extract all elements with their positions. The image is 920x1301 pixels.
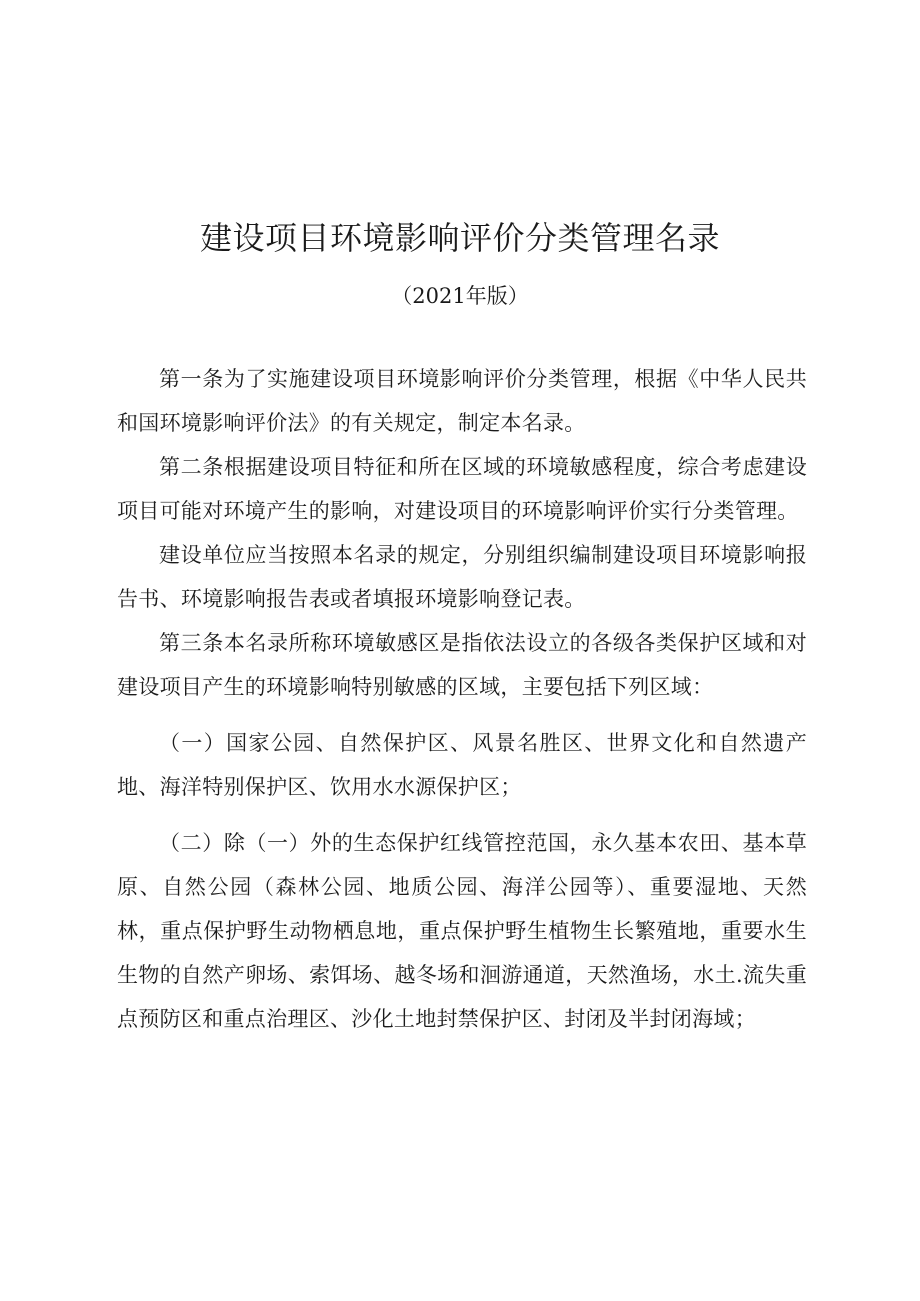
document-body [117, 357, 807, 1041]
paragraph-article-2: 第二条根据建设项目特征和所在区域的环境敏感程度，综合考虑建设项目可能对环境产生的影响，对建设项目的环境影响评价实行分类管理。 [117, 455, 807, 523]
paragraph-article-2-cont: 建设单位应当按照本名录的规定，分别组织编制建设项目环境影响报告书、环境影响报告表或者填报环境影响登记表。 [117, 543, 807, 611]
paragraph-article-3: 第三条本名录所称环境敏感区是指依法设立的各级各类保护区域和对建设项目产生的环境影响特别敏感的区域，主要包括下列区域： [117, 631, 807, 699]
paragraph-item-1: （一）国家公园、自然保护区、风景名胜区、世界文化和自然遗产地、海洋特别保护区、饮用水水源保护区； [117, 731, 807, 799]
paragraph-item-2: （二）除（一）外的生态保护红线管控范国，永久基本农田、基本草原、自然公园（森林公园、地质公园、海洋公园等）、重要湿地、天然林，重点保护野生动物栖息地，重点保护野生植物生长繁殖地，重要水生生物的自然产卵场、索饵场、越冬场和洄游通道，天然渔场，水土.流失重点预防区和重点治理区、沙化土地封禁保护区、封闭及半封闭海域； [117, 831, 807, 1031]
paragraph-article-1: 第一条为了实施建设项目环境影响评价分类管理，根据《中华人民共和国环境影响评价法》的有关规定，制定本名录。 [117, 367, 807, 435]
document-subtitle: （2021年版） [391, 284, 529, 308]
document-title: 建设项目环境影响评价分类管理名录 [199, 219, 720, 257]
